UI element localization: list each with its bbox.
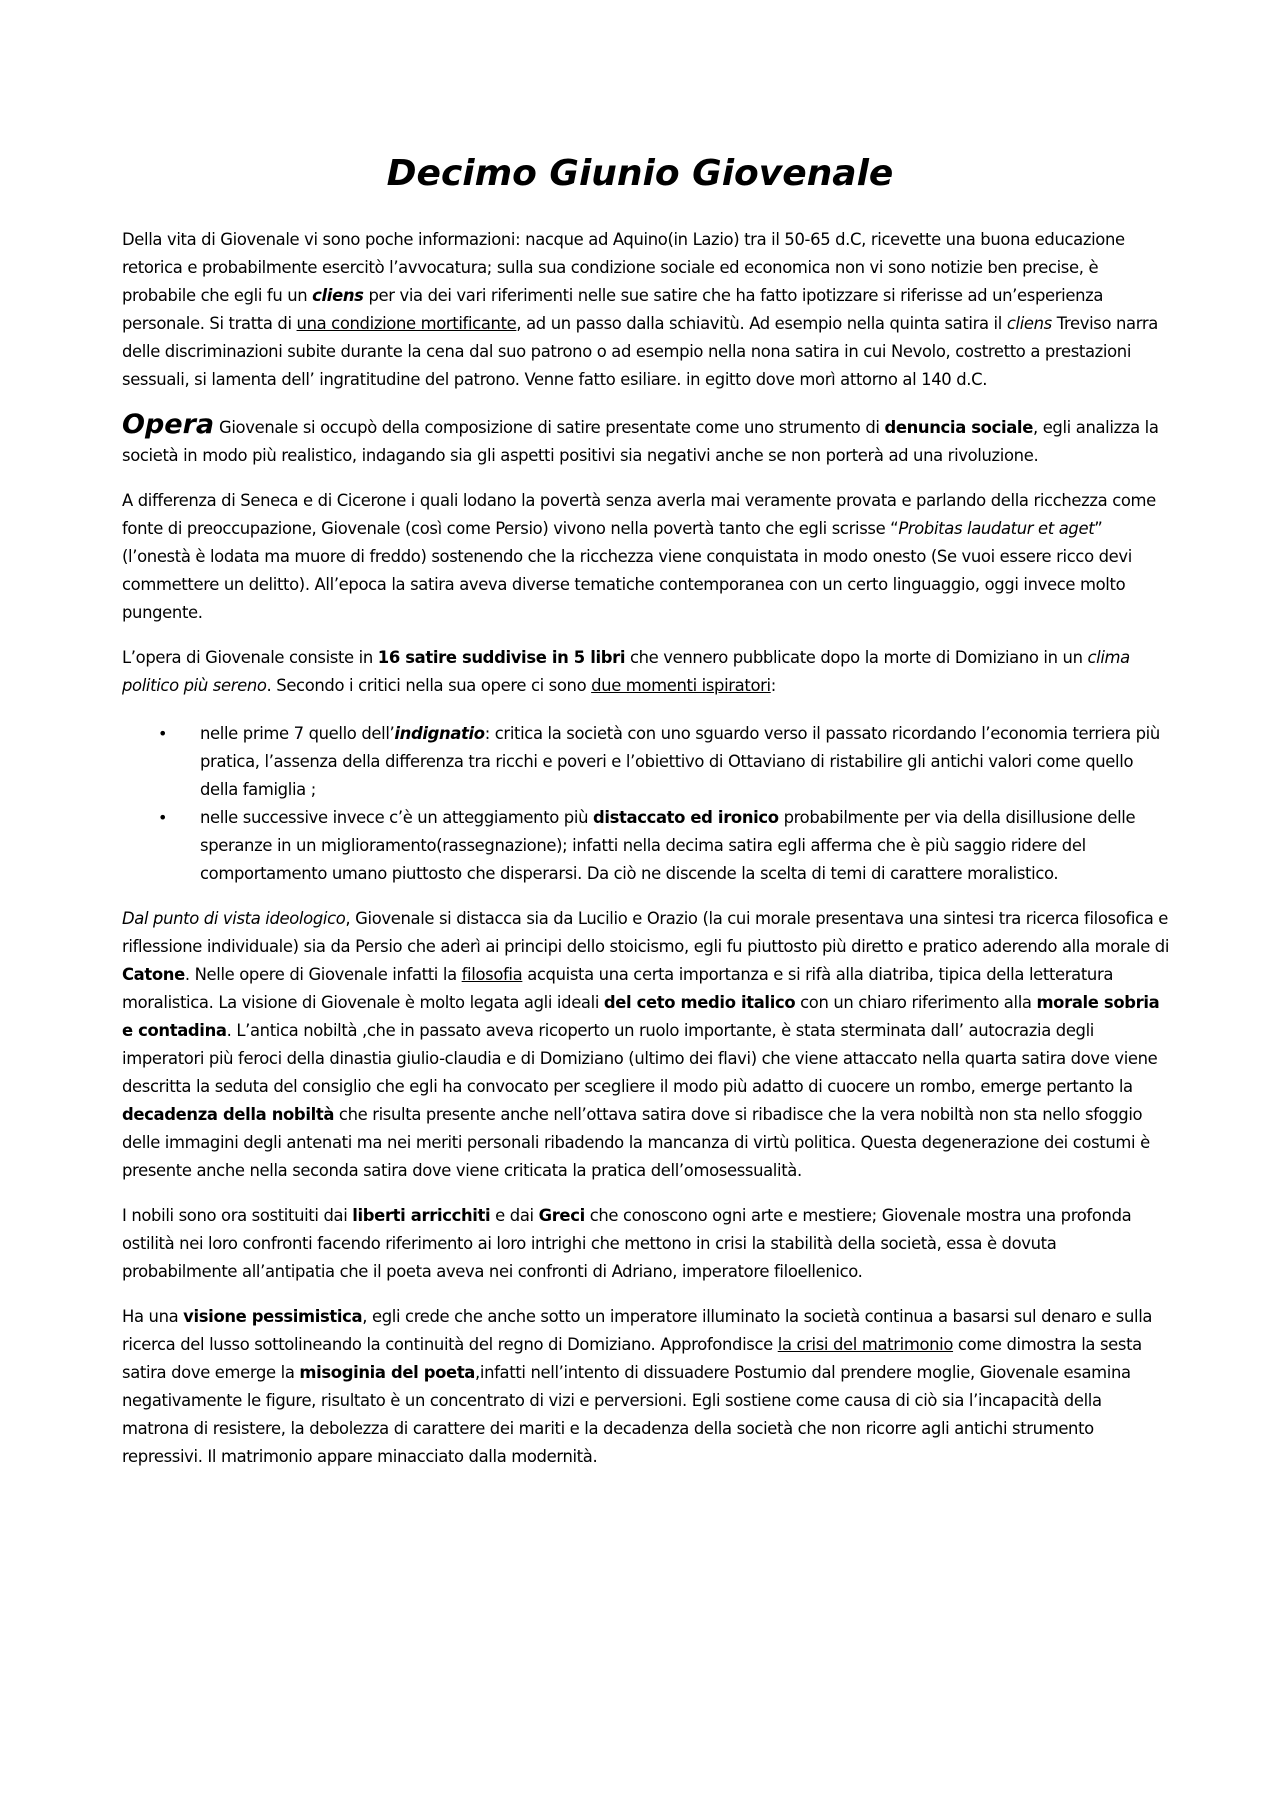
text-run: con un chiaro riferimento alla <box>795 993 1037 1012</box>
italic-phrase: clima politico più sereno <box>122 648 1130 695</box>
list-item <box>122 720 1172 804</box>
text-run: , egli analizza la società in modo più realistico, indagando sia gli aspetti positivi sia negativi anche se non porterà ad una rivoluzione. <box>122 418 1159 465</box>
bold-phrase: morale sobria e contadina <box>122 993 1160 1040</box>
bold-phrase: visione pessimistica <box>183 1307 363 1326</box>
text-run: ,infatti nell’intento di dissuadere Postumio dal prendere moglie, Giovenale esamina negativamente le figure, risultato è un concentrato di vizi e perversioni. Egli sostiene come causa di ciò sia l’incapacità della matrona di resistere, la debolezza di carattere dei mariti e la decadenza della società che non ricorre agli antichi strumento repressivi. Il matrimonio appare minacciato dalla modernità. <box>122 1363 1131 1466</box>
paragraph-ideology <box>122 905 1172 1185</box>
text-run: : critica la società con uno sguardo verso il passato ricordando l’economia terriera più pratica, l’assenza della differenza tra ricchi e poveri e l’obiettivo di Ottaviano di ristabilire gli antichi valori come quello della famiglia ; <box>200 724 1160 799</box>
text-run: nelle prime 7 quello dell’ <box>200 724 395 743</box>
text-run: per via dei vari riferimenti nelle sue satire che ha fatto ipotizzare si riferisse ad un’esperienza personale. Si tratta di <box>122 286 1104 333</box>
text-run: L’opera di Giovenale consiste in <box>122 648 378 667</box>
text-run: che vennero pubblicate dopo la morte di Domiziano in un <box>625 648 1088 667</box>
emphasis-cliens: cliens <box>1006 314 1052 333</box>
text-run: , Giovenale si distacca sia da Lucilio e Orazio (la cui morale presentava una sintesi tra ricerca filosofica e riflessione individuale) sia da Persio che aderì ai principi dello stoicismo, egli fu piuttosto più diretto e pratico aderendo alla morale di <box>122 909 1170 956</box>
bullet-list <box>122 720 1172 888</box>
bold-phrase: Catone <box>122 965 185 984</box>
bold-phrase: del ceto medio italico <box>603 993 796 1012</box>
paragraph-work-structure <box>122 644 1172 700</box>
section-heading-opera: Opera <box>122 409 215 440</box>
bold-phrase: denuncia sociale <box>884 418 1033 437</box>
text-run: . Secondo i critici nella sua opere ci sono <box>266 676 592 695</box>
text-run: e dai <box>490 1206 539 1225</box>
bold-phrase: misoginia del poeta <box>299 1363 476 1382</box>
text-run: probabilmente per via della disillusione delle speranze in un miglioramento(rassegnazione); infatti nella decima satira egli afferma che è più saggio ridere del comportamento umano piuttosto che disperarsi. Da ciò ne discende la scelta di temi di carattere moralistico. <box>200 808 1136 883</box>
underlined-phrase: due momenti ispiratori <box>591 676 771 695</box>
underlined-phrase: filosofia <box>461 965 523 984</box>
bold-phrase: distaccato ed ironico <box>592 808 779 827</box>
paragraph-poverty <box>122 487 1172 627</box>
text-run: Della vita di Giovenale vi sono poche informazioni: nacque ad Aquino(in Lazio) tra il 50-65 d.C, ricevette una buona educazione retorica e probabilmente esercitò l’avvocatura; sulla sua condizione sociale ed economica non vi sono notizie ben precise, è probabile che egli fu un <box>122 230 1125 305</box>
text-run: Ha una <box>122 1307 184 1326</box>
italic-phrase: Dal punto di vista ideologico <box>122 909 346 928</box>
paragraph-new-classes <box>122 1202 1172 1286</box>
text-run: che conoscono ogni arte e mestiere; Giovenale mostra una profonda ostilità nei loro confronti facendo riferimento ai loro intrighi che mettono in crisi la stabilità della società, essa è dovuta probabilmente all’antipatia che il poeta aveva nei confronti di Adriano, imperatore filoellenico. <box>122 1206 1132 1281</box>
emphasis-cliens: cliens <box>312 286 364 305</box>
document-body <box>122 226 1172 1488</box>
text-run: Giovenale si occupò della composizione di satire presentate come uno strumento di <box>214 418 885 437</box>
emphasis-indignatio: indignatio <box>394 724 485 743</box>
text-run: I nobili sono ora sostituiti dai <box>122 1206 353 1225</box>
underlined-phrase: la crisi del matrimonio <box>777 1335 954 1354</box>
paragraph-pessimism <box>122 1303 1172 1471</box>
text-run: ” (l’onestà è lodata ma muore di freddo) sostenendo che la ricchezza viene conquistata in modo onesto (Se vuoi essere ricco devi commettere un delitto). All’epoca la satira aveva diverse tematiche contemporanea con un certo linguaggio, oggi invece molto pungente. <box>122 519 1132 622</box>
text-run: come dimostra la sesta satira dove emerge la <box>122 1335 1142 1382</box>
bullet-icon: • <box>158 808 168 827</box>
bold-phrase: Greci <box>538 1206 585 1225</box>
text-run: acquista una certa importanza e si rifà alla diatriba, tipica della letteratura moralistica. La visione di Giovenale è molto legata agli ideali <box>122 965 1114 1012</box>
page-title: Decimo Giunio Giovenale <box>386 153 894 194</box>
bullet-icon: • <box>158 724 168 743</box>
underlined-phrase: una condizione mortificante <box>296 314 517 333</box>
text-run: . Nelle opere di Giovenale infatti la <box>184 965 462 984</box>
bold-phrase: decadenza della nobiltà <box>122 1105 335 1124</box>
text-run: A differenza di Seneca e di Cicerone i quali lodano la povertà senza averla mai veramente provata e parlando della ricchezza come fonte di preoccupazione, Giovenale (così come Persio) vivono nella povertà tanto che egli scrisse “ <box>122 491 1156 538</box>
latin-quote: Probitas laudatur et aget <box>898 519 1095 538</box>
text-run: , egli crede che anche sotto un imperatore illuminato la società continua a basarsi sul denaro e sulla ricerca del lusso sottolineando la continuità del regno di Domiziano. Approfondisce <box>122 1307 1153 1354</box>
paragraph-opera <box>122 411 1172 470</box>
text-run: , ad un passo dalla schiavitù. Ad esempio nella quinta satira il <box>516 314 1007 333</box>
text-run: Treviso narra delle discriminazioni subite durante la cena dal suo patrono o ad esempio nella nona satira in cui Nevolo, costretto a prestazioni sessuali, si lamenta dell’ ingratitudine del patrono. Venne fatto esiliare. in egitto dove morì attorno al 140 d.C. <box>122 314 1158 389</box>
text-run: nelle successive invece c’è un atteggiamento più <box>200 808 593 827</box>
text-run: che risulta presente anche nell’ottava satira dove si ribadisce che la vera nobiltà non sta nello sfoggio delle immagini degli antenati ma nei meriti personali ribadendo la mancanza di virtù politica. Questa degenerazione dei costumi è presente anche nella seconda satira dove viene criticata la pratica dell’omosessualità. <box>122 1105 1150 1180</box>
text-run: : <box>770 676 776 695</box>
bold-phrase: liberti arricchiti <box>352 1206 491 1225</box>
paragraph-biography <box>122 226 1172 394</box>
bold-phrase: 16 satire suddivise in 5 libri <box>377 648 626 667</box>
text-run: . L’antica nobiltà ,che in passato aveva ricoperto un ruolo importante, è stata sterminata dall’ autocrazia degli imperatori più feroci della dinastia giulio-claudia e di Domiziano (ultimo dei flavi) che viene attaccato nella quarta satira dove viene descritta la seduta del consiglio che egli ha convocato per scegliere il modo più adatto di cuocere un rombo, emerge pertanto la <box>122 1021 1158 1096</box>
list-item <box>122 804 1172 888</box>
